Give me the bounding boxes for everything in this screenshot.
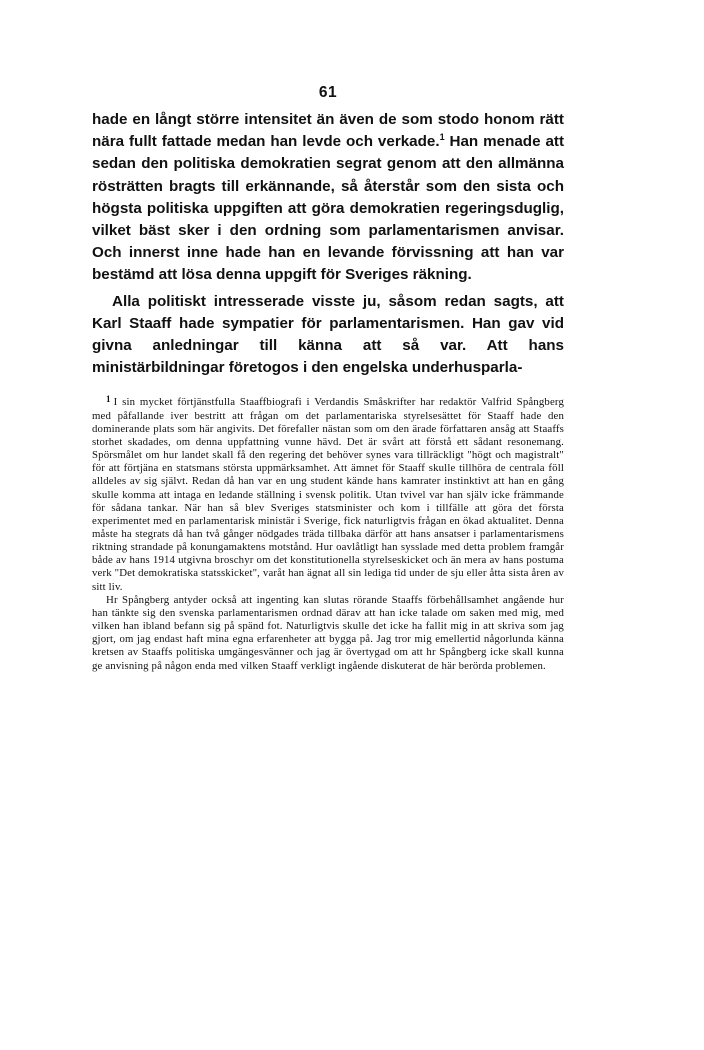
footnote-number: 1 xyxy=(106,394,111,405)
body-paragraph-1 xyxy=(92,109,564,287)
footnotes xyxy=(92,393,564,672)
body-paragraph-1-text: hade en långt större intensitet än även de som stodo honom rätt nära fullt fattade medan han levde och verkade. xyxy=(92,111,564,151)
footnote-reference: 1 xyxy=(439,132,445,143)
footnote-paragraph-2: Hr Spångberg antyder också att ingenting kan slutas rörande Staaffs förbehållsamhet angående hur han tänkte sig den svenska parlamentarismen ordnad därav att han icke talade om saken med mig, med vilken han ibland befann sig på spänd fot. Naturligtvis skulle det icke ha fallit mig in att skriva som jag gjort, om jag endast haft mina egna erfarenheter att bygga på. Jag tror mig emellertid någorlunda känna kretsen av Staaffs politiska umgängesvänner och jag är övertygad om att hr Spångberg icke skall kunna ge anvisning på någon enda med vilken Staaff verkligt ingående diskuterat de här berörda problemen. xyxy=(92,593,564,672)
page-number: 61 xyxy=(318,84,338,101)
footnote-paragraph-1-text: I sin mycket förtjänstfulla Staaffbiografi i Verdandis Småskrifter har redaktör Valfrid Spångberg med påfallande iver bestritt att frågan om det parlamentariska styrelsesättet för Staaff hade den dominerande plats som här angivits. Det förefaller nästan som om den ärade författaren ansåg att Staaffs storhet skadades, om denna uppfattning vunne hävd. Det är svårt att förstå ett sådant resonemang. Spörsmålet om hur landet skall få den regering det behöver synes vara tillräckligt "högt och magistralt" för att förtjäna en statsmans största uppmärksamhet. Att ämnet för Staaff skulle tillhöra de centrala föll alldeles av sig självt. Redan då han var en ung student kände hans kamrater instinktivt att han en gång skulle komma att intaga en ledande ställning i svensk politik. Utan tvivel var han själv icke främmande för sådana tankar. När han så blev Sveriges statsminister och kom i tillfälle att göra det första experimentet med en parlamentarisk ministär i Sverige, fick naturligtvis frågan en ökad aktualitet. Denna måste ha stegrats då han två gånger nödgades träda tillbaka därför att hans ansatser i parlamentarismens riktning strandade på konungamaktens motstånd. Hur oavlåtligt han sysslade med detta problem framgår både av hans 1914 utgivna broschyr om det konstitutionella styrelseskicket och än mera av hans postuma verk "Det demokratiska statsskicket", varåt han ägnat all sin lediga tid under de sju eller åtta sista åren av sitt liv. xyxy=(92,396,564,593)
footnote-paragraph-1 xyxy=(92,393,564,593)
body-paragraph-2: Alla politiskt intresserade visste ju, såsom redan sagts, att Karl Staaff hade sympatier för parlamentarismen. Han gav vid givna anledningar till känna att så var. Att hans ministärbildningar företogos i den engelska underhusparla- xyxy=(92,292,564,377)
body-paragraph-1-continuation: Han menade att sedan den politiska demokratien segrat genom att den allmänna rösträtten bragts till erkännande, så återstår som den sista och högsta politiska uppgiften att göra demokratien regeringsduglig, vilket bäst sker i den ordning som parlamentarismen anvisar. Och innerst inne hade han en levande förvissning att han var bestämd att lösa denna uppgift för Sveriges räkning. xyxy=(92,133,565,284)
main-text xyxy=(92,109,564,379)
book-page xyxy=(92,84,564,673)
